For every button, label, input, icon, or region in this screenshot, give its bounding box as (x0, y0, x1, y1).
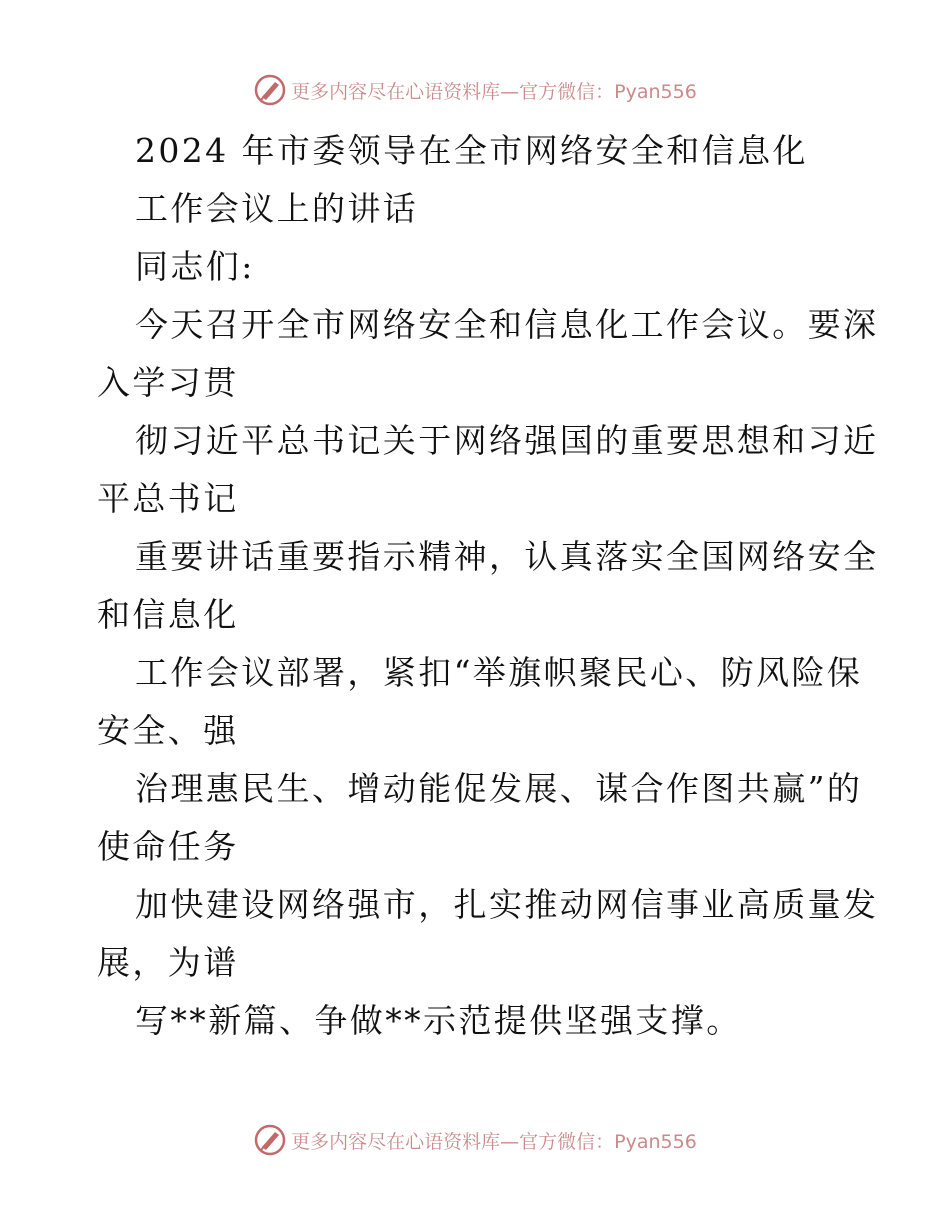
text-line: 今天召开全市网络安全和信息化工作会议。要深 (135, 305, 879, 344)
text-line: 重要讲话重要指示精神，认真落实全国网络安全 (135, 537, 879, 576)
text-line: 平总书记 (97, 479, 239, 518)
text-line: 入学习贯 (97, 363, 239, 402)
text-line: 治理惠民生、增动能促发展、谋合作图共赢”的 (135, 769, 863, 808)
footer-watermark (0, 1120, 950, 1160)
text-line: 同志们: (135, 247, 255, 286)
text-line: 2024 年市委领导在全市网络安全和信息化 (135, 131, 808, 170)
text-line: 加快建设网络强市，扎实推动网信事业高质量发 (135, 885, 879, 924)
watermark-text: 更多内容尽在心语资料库—官方微信：Pyan556 (291, 80, 697, 103)
text-line: 展，为谱 (97, 943, 239, 982)
document-body (97, 122, 879, 1050)
logo-icon (253, 73, 287, 107)
text-line: 安全、强 (97, 711, 239, 750)
text-line: 彻习近平总书记关于网络强国的重要思想和习近 (135, 421, 879, 460)
text-line: 使命任务 (97, 827, 239, 866)
watermark-text: 更多内容尽在心语资料库—官方微信：Pyan556 (291, 1130, 697, 1153)
text-line: 工作会议上的讲话 (135, 189, 419, 228)
text-line: 工作会议部署，紧扣“举旗帜聚民心、防风险保 (135, 653, 863, 692)
text-line: 写**新篇、争做**示范提供坚强支撑。 (135, 1001, 742, 1040)
header-watermark (0, 70, 950, 110)
text-line: 和信息化 (97, 595, 239, 634)
logo-icon (253, 1123, 287, 1157)
